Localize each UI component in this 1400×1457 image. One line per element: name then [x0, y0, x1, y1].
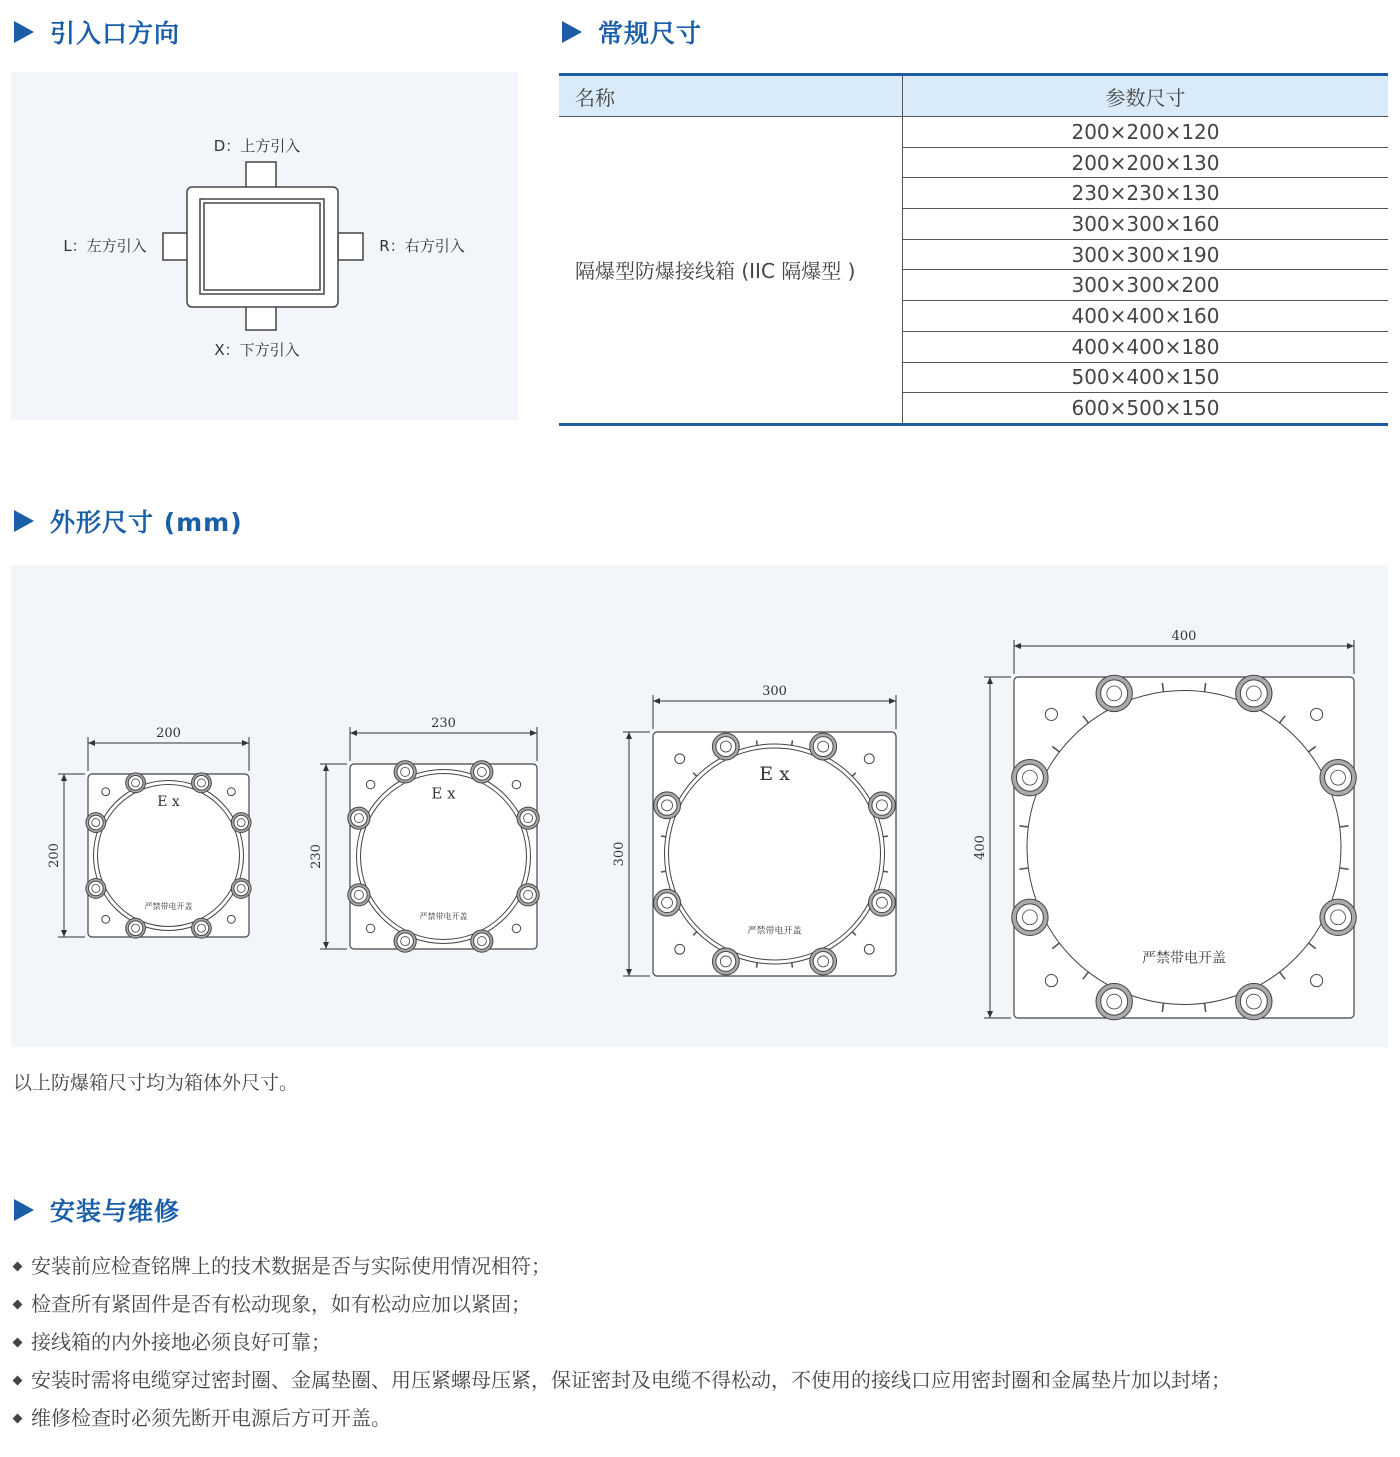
warning-label: 严禁带电开盖	[1142, 950, 1226, 967]
width-dimension-label: 200	[156, 726, 181, 741]
triangle-bullet-icon	[562, 21, 582, 43]
size-cell: 230×230×130	[903, 178, 1389, 209]
col-name-header: 名称	[559, 75, 903, 117]
ex-mark: E x	[431, 784, 456, 803]
list-item	[10, 1285, 1231, 1323]
triangle-bullet-icon	[14, 1199, 34, 1221]
dimension-drawings	[11, 565, 1388, 1047]
diamond-bullet-icon	[13, 1261, 23, 1271]
size-cell: 200×200×120	[903, 117, 1389, 148]
section-title-entry	[14, 14, 180, 50]
entry-label-top: D：上方引入	[213, 137, 301, 155]
triangle-bullet-icon	[14, 510, 34, 532]
section-title-text: 外形尺寸 (mm)	[50, 508, 243, 537]
size-cell: 200×200×130	[903, 147, 1389, 178]
list-item-text: 接线箱的内外接地必须良好可靠；	[31, 1330, 331, 1354]
list-item-text: 维修检查时必须先断开电源后方可开盖。	[31, 1406, 391, 1430]
spec-table-body	[559, 117, 1388, 425]
diamond-bullet-icon	[13, 1299, 23, 1309]
diamond-bullet-icon	[13, 1337, 23, 1347]
width-dimension-label: 230	[431, 716, 456, 731]
section-title-text: 引入口方向	[50, 19, 181, 48]
right-entry-port	[338, 233, 363, 260]
list-item	[10, 1361, 1231, 1399]
diamond-bullet-icon	[13, 1413, 23, 1423]
list-item	[10, 1247, 1231, 1285]
size-cell: 300×300×200	[903, 270, 1389, 301]
top-entry-port	[246, 162, 276, 188]
dimension-drawing-panel	[11, 565, 1388, 1047]
enclosure-drawing	[309, 716, 539, 952]
size-cell: 600×500×150	[1071, 396, 1220, 421]
spec-table	[559, 73, 1388, 426]
section-title-dimensions	[14, 503, 243, 539]
entry-label-left: L：左方引入	[63, 237, 147, 255]
size-cell: 400×400×160	[903, 301, 1389, 332]
enclosure-drawing	[973, 629, 1356, 1020]
entry-label-right: R：右方引入	[379, 237, 465, 255]
height-dimension-label: 230	[309, 844, 324, 869]
triangle-bullet-icon	[14, 21, 34, 43]
size-cell: 300×300×160	[903, 209, 1389, 240]
enclosure-drawing	[47, 726, 251, 938]
list-item	[10, 1323, 1231, 1361]
size-cell: 300×300×190	[903, 239, 1389, 270]
entry-diagram-panel	[11, 72, 518, 420]
height-dimension-label: 400	[973, 835, 988, 860]
col-param-header: 参数尺寸	[903, 75, 1389, 117]
section-title-specs	[562, 14, 702, 50]
bottom-entry-port	[246, 306, 276, 330]
table-row	[559, 117, 1388, 148]
section-title-text: 安装与维修	[50, 1197, 181, 1226]
install-list	[10, 1247, 1231, 1437]
list-item-text: 安装时需将电缆穿过密封圈、金属垫圈、用压紧螺母压紧，保证密封及电缆不得松动，不使用的接线口应用密封圈和金属垫片加以封堵；	[31, 1368, 1231, 1392]
list-item-text: 检查所有紧固件是否有松动现象，如有松动应加以紧固；	[31, 1292, 531, 1316]
dimension-note: 以上防爆箱尺寸均为箱体外尺寸。	[13, 1072, 299, 1094]
section-title-text: 常规尺寸	[598, 19, 703, 48]
size-cell: 400×400×180	[903, 331, 1389, 362]
section-title-install	[14, 1192, 180, 1228]
warning-label: 严禁带电开盖	[144, 901, 193, 911]
ex-mark: E x	[759, 762, 790, 785]
product-name-cell: 隔爆型防爆接线箱 (IIC 隔爆型 )	[559, 117, 903, 425]
left-entry-port	[163, 233, 188, 260]
height-dimension-label: 200	[47, 843, 62, 868]
diamond-bullet-icon	[13, 1375, 23, 1385]
list-item	[10, 1399, 1231, 1437]
enclosure-drawing	[612, 684, 896, 976]
height-dimension-label: 300	[612, 841, 627, 867]
width-dimension-label: 400	[1171, 629, 1197, 644]
junction-box-inner	[204, 203, 320, 290]
warning-label: 严禁带电开盖	[419, 911, 468, 921]
width-dimension-label: 300	[762, 684, 787, 699]
list-item-text: 安装前应检查铭牌上的技术数据是否与实际使用情况相符；	[31, 1254, 551, 1278]
entry-diagram	[11, 72, 518, 420]
ex-mark: E x	[157, 793, 180, 810]
warning-label: 严禁带电开盖	[747, 926, 802, 937]
size-cell: 500×400×150	[903, 362, 1389, 393]
entry-label-bottom: X：下方引入	[214, 341, 300, 359]
spec-table-header	[559, 75, 1388, 117]
